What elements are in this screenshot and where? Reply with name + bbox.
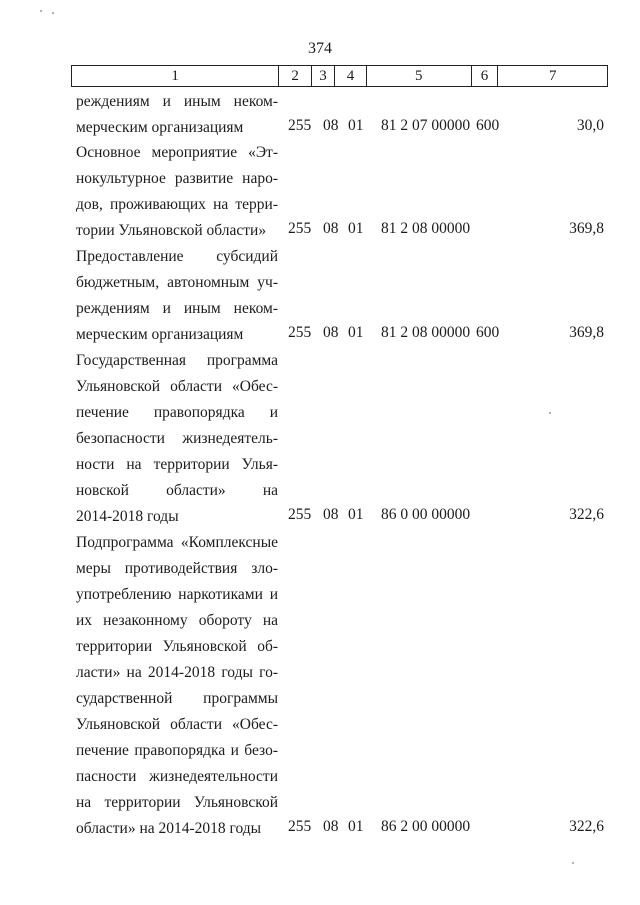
- cell-col-4: 01: [348, 818, 364, 835]
- row-desc-line: реждениям и иным неком-: [76, 300, 278, 317]
- cell-col-2: 255: [288, 220, 312, 237]
- row-desc-line: нокультурное развитие наро-: [76, 170, 278, 187]
- cell-col-3: 08: [323, 818, 339, 835]
- row-desc-line: Предоставление субсидий: [76, 248, 278, 265]
- row-desc-line: реждениям и иным неком-: [76, 93, 278, 110]
- row-desc-line: печение правопорядка и: [76, 404, 278, 421]
- row-desc-line: меры противодействия зло-: [76, 560, 278, 577]
- row-desc-line: Ульяновской области «Обес-: [76, 378, 278, 395]
- row-desc-line: 2014-2018 годы: [76, 508, 179, 525]
- row-desc-line: Ульяновской области «Обес-: [76, 716, 278, 733]
- row-desc-line: новской области» на: [76, 482, 278, 499]
- header-col-2: 2: [279, 66, 312, 86]
- cell-col-5: 86 2 00 00000: [381, 818, 471, 835]
- row-desc-line: области» на 2014-2018 годы: [76, 820, 262, 837]
- cell-col-2: 255: [288, 818, 312, 835]
- cell-col-2: 255: [288, 506, 312, 523]
- row-desc-line: Государственная программа: [76, 352, 278, 369]
- row-desc-line: мерческим организациям: [76, 119, 244, 136]
- cell-col-3: 08: [323, 117, 339, 134]
- cell-col-7: 369,8: [569, 324, 604, 341]
- cell-col-6: 600: [476, 117, 500, 134]
- cell-col-5: 81 2 07 00000: [381, 117, 471, 134]
- cell-col-3: 08: [323, 324, 339, 341]
- cell-col-3: 08: [323, 506, 339, 523]
- row-desc-line: безопасности жизнедеятель-: [76, 430, 278, 447]
- cell-col-5: 86 0 00 00000: [381, 506, 471, 523]
- cell-col-7: 322,6: [569, 818, 604, 835]
- cell-col-4: 01: [348, 506, 364, 523]
- row-desc-line: территории Ульяновской об-: [76, 638, 278, 655]
- header-col-6: 6: [472, 66, 499, 86]
- header-col-1: 1: [72, 66, 279, 86]
- row-desc-line: мерческим организациям: [76, 326, 244, 343]
- header-col-7: 7: [548, 68, 557, 84]
- cell-col-2: 255: [288, 324, 312, 341]
- row-desc-line: пасности жизнедеятельности: [76, 768, 278, 785]
- row-desc-line: употреблению наркотиками и: [76, 586, 278, 603]
- row-desc-line: тории Ульяновской области»: [76, 222, 267, 239]
- header-col-4: 4: [335, 66, 367, 86]
- row-desc-line: Подпрограмма «Комплексные: [76, 534, 278, 551]
- cell-col-4: 01: [348, 220, 364, 237]
- cell-col-4: 01: [348, 324, 364, 341]
- cell-col-4: 01: [348, 117, 364, 134]
- cell-col-5: 81 2 08 00000: [381, 220, 471, 237]
- row-desc-line: на территории Ульяновской: [76, 794, 278, 811]
- scan-speck: [52, 12, 54, 14]
- row-desc-line: их незаконному обороту на: [76, 612, 278, 629]
- row-desc-line: дов, проживающих на терри-: [76, 196, 278, 213]
- cell-col-7: 30,0: [576, 117, 604, 134]
- cell-col-7: 322,6: [569, 506, 604, 523]
- table-header: [71, 65, 608, 87]
- cell-col-2: 255: [288, 117, 312, 134]
- row-desc-line: ласти» на 2014-2018 годы го-: [76, 664, 278, 681]
- cell-col-7: 369,8: [569, 220, 604, 237]
- cell-col-5: 81 2 08 00000: [381, 324, 471, 341]
- scan-speck: [549, 412, 551, 414]
- row-desc-line: Основное мероприятие «Эт-: [76, 144, 278, 161]
- row-desc-line: ности на территории Улья-: [76, 456, 278, 473]
- scan-speck: [40, 10, 42, 12]
- header-col-3: 3: [312, 66, 335, 86]
- page-number: 374: [308, 40, 332, 57]
- row-desc-line: сударственной программы: [76, 690, 278, 707]
- scan-speck: [572, 862, 574, 864]
- row-desc-line: печение правопорядка и безо-: [76, 742, 278, 759]
- header-col-5: 5: [367, 66, 472, 86]
- cell-col-6: 600: [476, 324, 500, 341]
- row-desc-line: бюджетным, автономным уч-: [76, 274, 278, 291]
- cell-col-3: 08: [323, 220, 339, 237]
